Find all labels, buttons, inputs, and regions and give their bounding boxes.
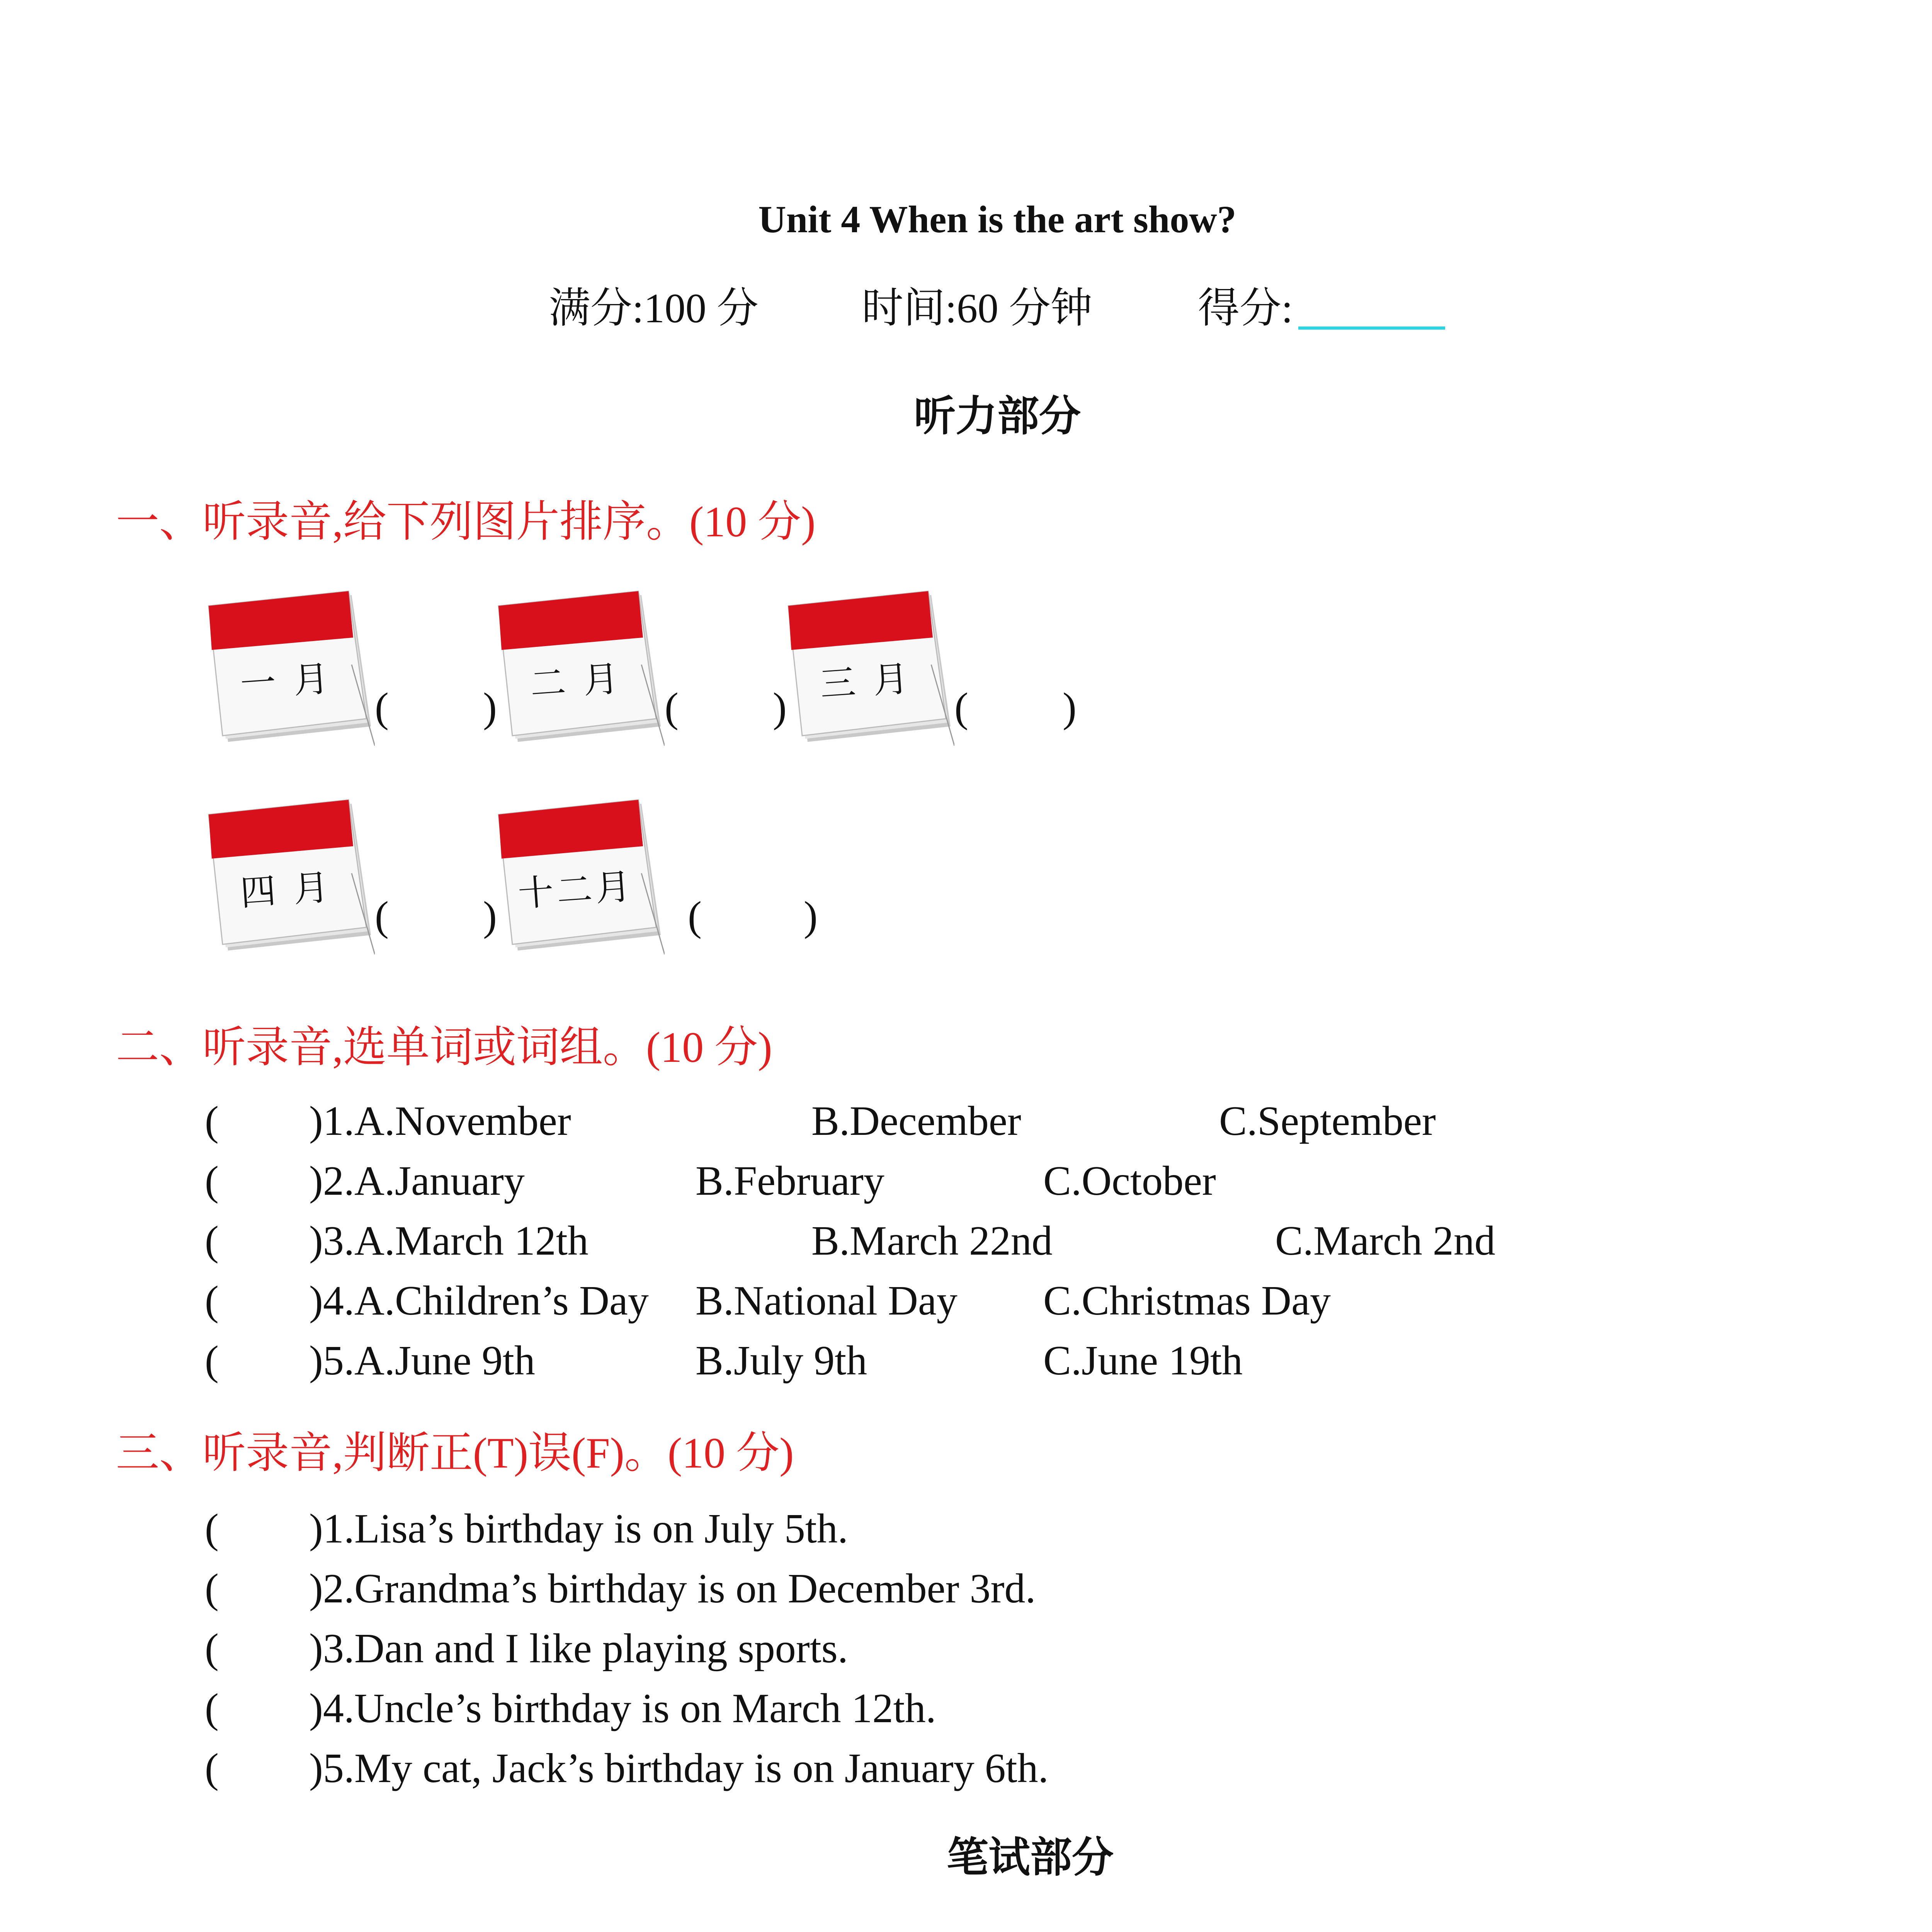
calendar-icon	[495, 796, 665, 958]
part2-option-b-5: B.July 9th	[696, 1338, 867, 1384]
part3-statement-5: )5.My cat, Jack’s birthday is on January 6th.	[309, 1745, 1049, 1791]
calendar-month-label: 十二月	[517, 865, 635, 915]
part4-heading	[116, 1928, 891, 1932]
answer-paren-open[interactable]: (	[375, 685, 389, 731]
answer-paren-open[interactable]: (	[665, 685, 679, 731]
calendar-icon	[205, 587, 375, 750]
calendar-icon	[495, 587, 665, 750]
part3-paren-2[interactable]: (	[205, 1566, 219, 1612]
part3-statement-4: )4.Uncle’s birthday is on March 12th.	[309, 1685, 936, 1731]
part3-statement-1: )1.Lisa’s birthday is on July 5th.	[309, 1506, 848, 1552]
part2-paren-5[interactable]: (	[205, 1338, 219, 1384]
answer-paren-close: )	[483, 893, 497, 939]
answer-paren-open[interactable]: (	[954, 685, 968, 731]
part2-option-c-1: C.September	[1219, 1098, 1436, 1144]
part2-option-c-3: C.March 2nd	[1275, 1218, 1495, 1264]
part2-option-b-2: B.February	[696, 1158, 884, 1204]
part3-paren-4[interactable]: (	[205, 1685, 219, 1731]
part2-option-c-5: C.June 19th	[1043, 1338, 1243, 1384]
part3-paren-3[interactable]: (	[205, 1626, 219, 1672]
part2-option-c-4: C.Christmas Day	[1043, 1278, 1331, 1324]
part2-option-a-1: )1.A.November	[309, 1098, 571, 1144]
listening-title: 听力部分	[913, 394, 1081, 440]
part3-heading: 三、听录音,判断正(T)误(F)。(10 分)	[116, 1429, 794, 1477]
answer-paren-open[interactable]: (	[375, 893, 389, 939]
page-title: Unit 4 When is the art show?	[758, 198, 1236, 241]
answer-paren-close: )	[804, 893, 818, 939]
part2-paren-3[interactable]: (	[205, 1218, 219, 1264]
answer-paren-close: )	[773, 685, 787, 731]
full-marks: 满分:100 分	[549, 286, 759, 332]
calendar-month-label: 三 月	[818, 657, 913, 706]
part2-option-a-5: )5.A.June 9th	[309, 1338, 535, 1384]
part2-option-a-3: )3.A.March 12th	[309, 1218, 588, 1264]
answer-paren-close: )	[1063, 685, 1077, 731]
part2-option-b-3: B.March 22nd	[811, 1218, 1053, 1264]
calendar-month-label: 四 月	[239, 866, 333, 914]
part3-paren-5[interactable]: (	[205, 1745, 219, 1791]
part2-paren-4[interactable]: (	[205, 1278, 219, 1324]
calendar-icon	[205, 796, 375, 958]
writing-title: 笔试部分	[946, 1835, 1114, 1881]
part2-heading: 二、听录音,选单词或词组。(10 分)	[116, 1024, 772, 1071]
calendar-icon	[784, 587, 954, 750]
part2-option-a-4: )4.A.Children’s Day	[309, 1278, 649, 1324]
part2-option-c-2: C.October	[1043, 1158, 1216, 1204]
part2-option-b-4: B.National Day	[696, 1278, 957, 1324]
part3-statement-3: )3.Dan and I like playing sports.	[309, 1626, 848, 1672]
score-blank[interactable]	[1298, 327, 1445, 330]
score-label: 得分:	[1198, 286, 1293, 332]
part2-paren-1[interactable]: (	[205, 1098, 219, 1144]
time-limit: 时间:60 分钟	[862, 286, 1093, 332]
part3-paren-1[interactable]: (	[205, 1506, 219, 1552]
part1-heading: 一、听录音,给下列图片排序。(10 分)	[116, 498, 816, 546]
part2-option-a-2: )2.A.January	[309, 1158, 525, 1204]
part3-statement-2: )2.Grandma’s birthday is on December 3rd.	[309, 1566, 1036, 1612]
part2-option-b-1: B.December	[811, 1098, 1021, 1144]
calendar-month-label: 二 月	[529, 657, 623, 706]
part2-paren-2[interactable]: (	[205, 1158, 219, 1204]
answer-paren-open[interactable]: (	[688, 893, 702, 939]
calendar-month-label: 一 月	[239, 657, 333, 706]
answer-paren-close: )	[483, 685, 497, 731]
